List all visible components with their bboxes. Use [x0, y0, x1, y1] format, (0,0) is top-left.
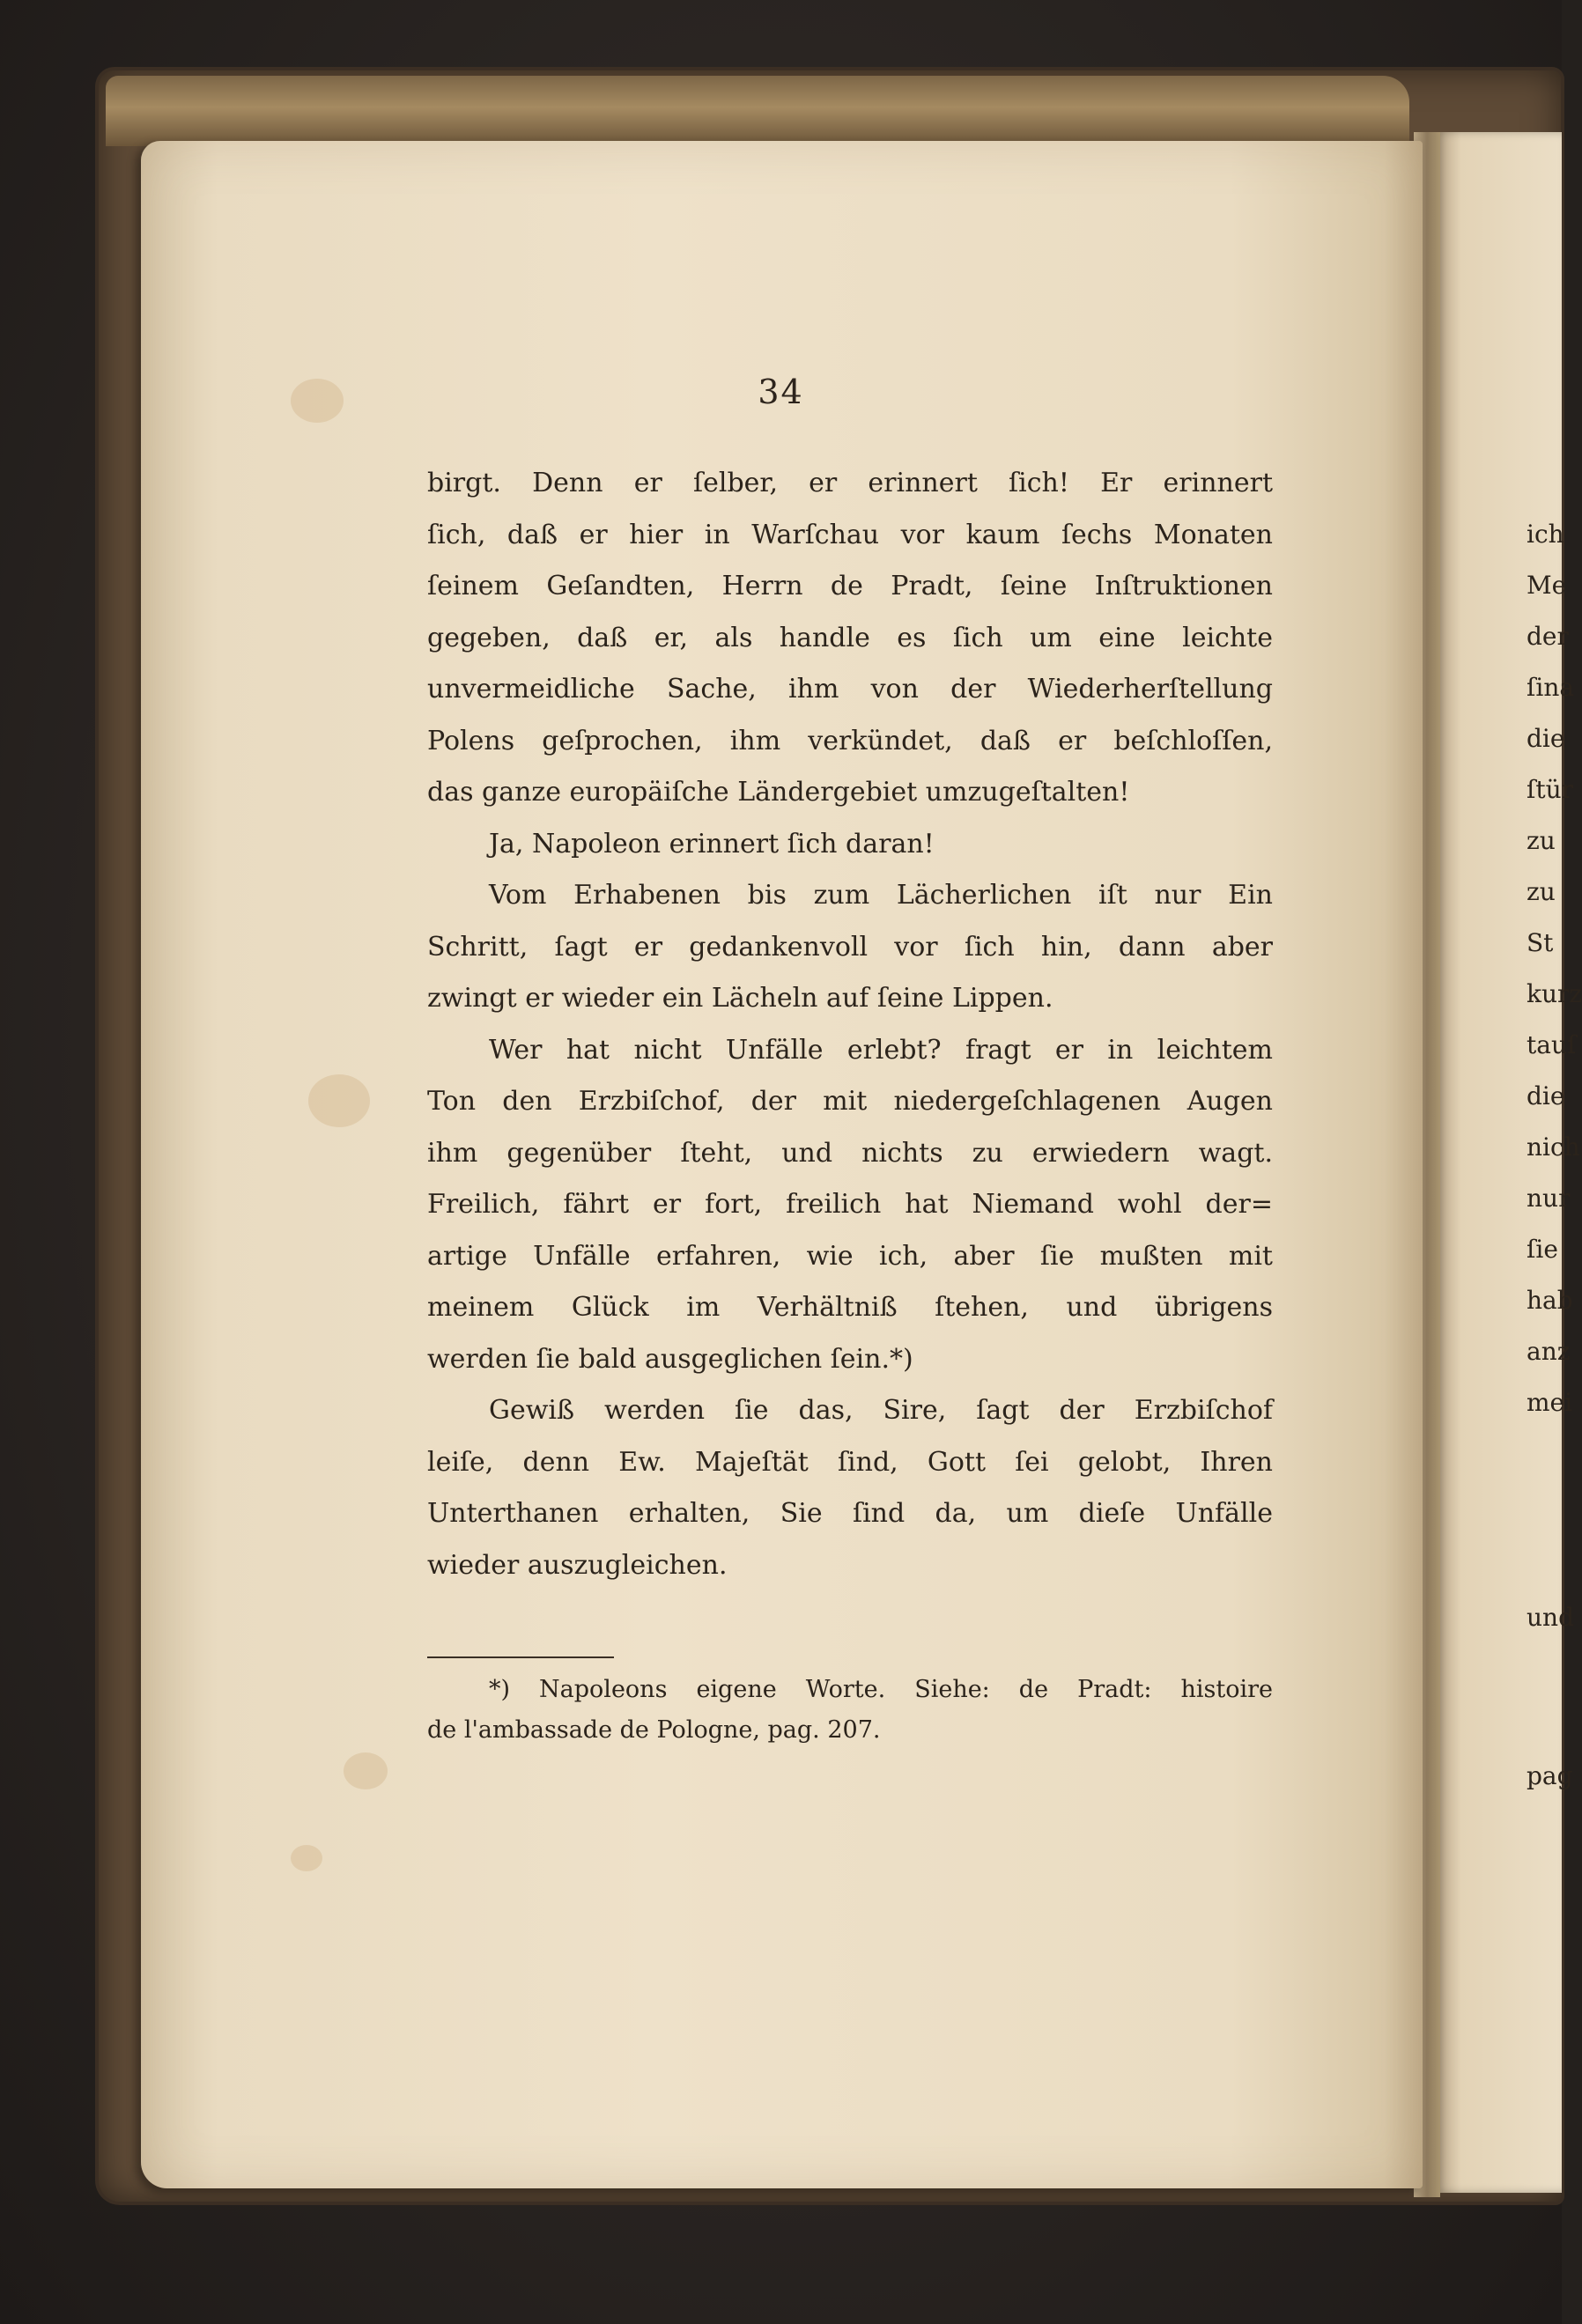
text-line: birgt. Denn er ſelber, er erinnert ſich! Er erinnert: [427, 468, 1273, 498]
text-line: Polens geſprochen, ihm verkündet, daß er beſchloſſen,: [427, 725, 1273, 756]
text-line: Schritt, ſagt er gedankenvoll vor ſich hin, dann aber: [427, 931, 1273, 963]
right-page-fragment: anz: [1527, 1337, 1571, 1366]
text-line: unvermeidliche Sache, ihm von der Wiederherſtellung: [427, 674, 1273, 705]
text-line: das ganze europäiſche Ländergebiet umzugeſtalten!: [427, 777, 1130, 808]
right-page-fragment: zu: [1527, 826, 1556, 855]
footnote-rule: [427, 1656, 614, 1658]
body-text: [427, 458, 1273, 1591]
text-line: Freilich, fährt er fort, freilich hat Niemand wohl der=: [427, 1189, 1273, 1220]
text-line: wieder auszugleichen.: [427, 1549, 728, 1581]
right-page-fragment: nich: [1527, 1132, 1580, 1162]
right-page-fragment: St: [1527, 928, 1554, 957]
right-page-fragment: pag: [1527, 1761, 1573, 1790]
footnote-line: *) Napoleons eigene Worte. Siehe: de Pradt: histoire: [489, 1676, 1273, 1703]
right-page-fragment: und: [1527, 1603, 1574, 1632]
right-page-fragment: die: [1527, 724, 1565, 753]
text-line: Ja, Napoleon erinnert ſich daran!: [489, 828, 935, 860]
right-page-fragment: mei: [1527, 1388, 1573, 1417]
text-line: Vom Erhabenen bis zum Lächerlichen iſt nur Ein: [489, 880, 1273, 911]
text-line: artige Unfälle erfahren, wie ich, aber ſie mußten mit: [427, 1240, 1273, 1272]
right-page-fragment: hab: [1527, 1286, 1573, 1315]
footnote-line: de l'ambassade de Pologne, pag. 207.: [427, 1716, 881, 1744]
right-page-fragment: ſina: [1527, 673, 1575, 702]
text-line: Gewiß werden ſie das, Sire, ſagt der Erzbiſchof: [489, 1395, 1273, 1426]
footnote: [427, 1670, 1273, 1751]
paper-stain: [344, 1752, 388, 1789]
right-page-fragment: ſie: [1527, 1235, 1558, 1264]
text-line: ſich, daß er hier in Warſchau vor kaum ſechs Monaten: [427, 519, 1273, 550]
right-page-fragment: ſtür: [1527, 775, 1574, 804]
right-page-fragment: der: [1527, 622, 1569, 651]
right-page-fragment: die: [1527, 1081, 1565, 1110]
text-line: Wer hat nicht Unfälle erlebt? fragt er in leichtem: [489, 1034, 1273, 1066]
book-cover-top-edge: [106, 76, 1409, 146]
paper-stain: [291, 1845, 322, 1871]
paper-stain: [308, 1074, 370, 1127]
right-page-fragment: tauſ: [1527, 1030, 1577, 1059]
text-line: leiſe, denn Ew. Majeſtät ſind, Gott ſei gelobt, Ihren: [427, 1446, 1273, 1478]
right-page-fragment: Me: [1527, 571, 1567, 600]
text-line: zwingt er wieder ein Lächeln auf ſeine Lippen.: [427, 983, 1053, 1014]
text-line: Unterthanen erhalten, Sie ſind da, um dieſe Unfälle: [427, 1498, 1273, 1529]
right-page-fragment: nur: [1527, 1184, 1571, 1213]
page-number: 34: [758, 373, 804, 411]
right-page: [1436, 132, 1582, 2193]
right-page-fragment: zu: [1527, 877, 1556, 906]
text-line: meinem Glück im Verhältniß ſtehen, und übrigens: [427, 1292, 1273, 1323]
text-line: ihm gegenüber ſteht, und nichts zu erwiedern wagt.: [427, 1137, 1273, 1169]
text-line: werden ſie bald ausgeglichen ſein.*): [427, 1343, 913, 1375]
text-line: gegeben, daß er, als handle es ſich um eine leichte: [427, 622, 1273, 653]
right-page-fragment: kurz: [1527, 979, 1582, 1008]
text-line: Ton den Erzbiſchof, der mit niedergeſchlagenen Augen: [427, 1086, 1273, 1117]
text-line: ſeinem Geſandten, Herrn de Pradt, ſeine Inſtruktionen: [427, 571, 1273, 601]
right-page-fragment: ich: [1527, 520, 1564, 549]
